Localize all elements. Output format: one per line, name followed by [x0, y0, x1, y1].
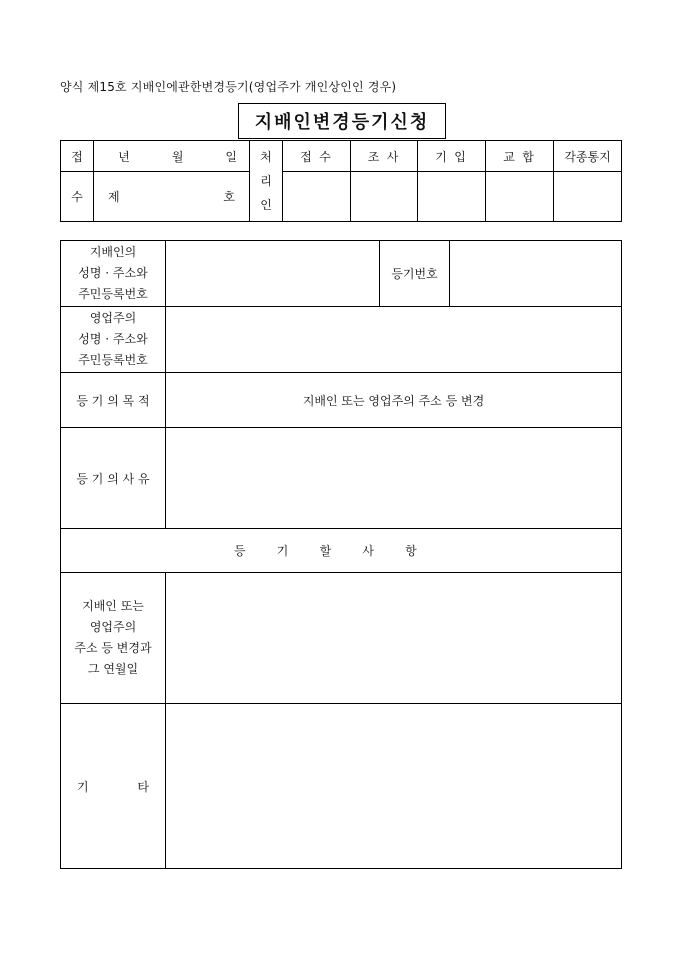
- check-stamp-cell[interactable]: [486, 172, 554, 222]
- processor-label-1: 처: [260, 150, 272, 164]
- purpose-value[interactable]: 지배인 또는 영업주의 주소 등 변경: [166, 373, 622, 428]
- col-header-receipt: 접 수: [283, 141, 351, 172]
- other-label-right: 타: [137, 779, 149, 794]
- manager-info-line-2: 성명 · 주소와: [78, 266, 148, 280]
- other-input[interactable]: [166, 704, 622, 869]
- manager-info-input[interactable]: [166, 241, 380, 307]
- change-label-line-3: 주소 등 변경과: [74, 641, 152, 655]
- other-label: [61, 704, 166, 869]
- change-label-line-4: 그 연월일: [87, 662, 139, 676]
- form-caption: 양식 제15호 지배인에관한변경등기(영업주가 개인상인인 경우): [60, 80, 397, 94]
- owner-info-line-2: 성명 · 주소와: [78, 332, 148, 346]
- form-title: 지배인변경등기신청: [238, 103, 446, 139]
- col-header-review: 조 사: [351, 141, 418, 172]
- change-label-line-1: 지배인 또는: [82, 599, 144, 613]
- purpose-label: 등 기 의 목 적: [61, 373, 166, 428]
- receipt-table: [60, 140, 622, 222]
- reason-input[interactable]: [166, 428, 622, 529]
- col-header-notices: 각종통지: [554, 141, 622, 172]
- processor-label-cell: [250, 141, 283, 222]
- receipt-label-top: 접: [61, 141, 94, 172]
- manager-info-label: [61, 241, 166, 307]
- receipt-date-cell[interactable]: [94, 141, 250, 172]
- registration-number-input[interactable]: [450, 241, 622, 307]
- receipt-stamp-cell[interactable]: [283, 172, 351, 222]
- matters-header: 등기할사항: [61, 529, 622, 573]
- manager-info-line-3: 주민등록번호: [78, 287, 148, 301]
- application-table: [60, 240, 622, 869]
- change-label-line-2: 영업주의: [89, 620, 137, 634]
- change-label: [61, 573, 166, 704]
- owner-info-line-1: 영업주의: [89, 311, 137, 325]
- processor-label-3: 인: [260, 198, 272, 212]
- registration-number-label: 등기번호: [380, 241, 450, 307]
- day-label: 일: [225, 149, 237, 164]
- receipt-label-bottom: 수: [61, 172, 94, 222]
- change-input[interactable]: [166, 573, 622, 704]
- col-header-entry: 기 입: [418, 141, 486, 172]
- other-label-left: 기: [77, 779, 89, 794]
- reason-label: 등 기 의 사 유: [61, 428, 166, 529]
- year-label: 년: [118, 149, 130, 164]
- notices-stamp-cell[interactable]: [554, 172, 622, 222]
- manager-info-line-1: 지배인의: [89, 245, 137, 259]
- col-header-check: 교 합: [486, 141, 554, 172]
- month-label: 월: [171, 149, 184, 164]
- owner-info-input[interactable]: [166, 307, 622, 373]
- processor-label-2: 리: [260, 174, 272, 188]
- number-prefix: 제: [108, 190, 120, 204]
- owner-info-label: [61, 307, 166, 373]
- owner-info-line-3: 주민등록번호: [78, 353, 148, 367]
- review-stamp-cell[interactable]: [351, 172, 418, 222]
- number-suffix: 호: [223, 190, 235, 204]
- entry-stamp-cell[interactable]: [418, 172, 486, 222]
- receipt-number-cell[interactable]: [94, 172, 250, 222]
